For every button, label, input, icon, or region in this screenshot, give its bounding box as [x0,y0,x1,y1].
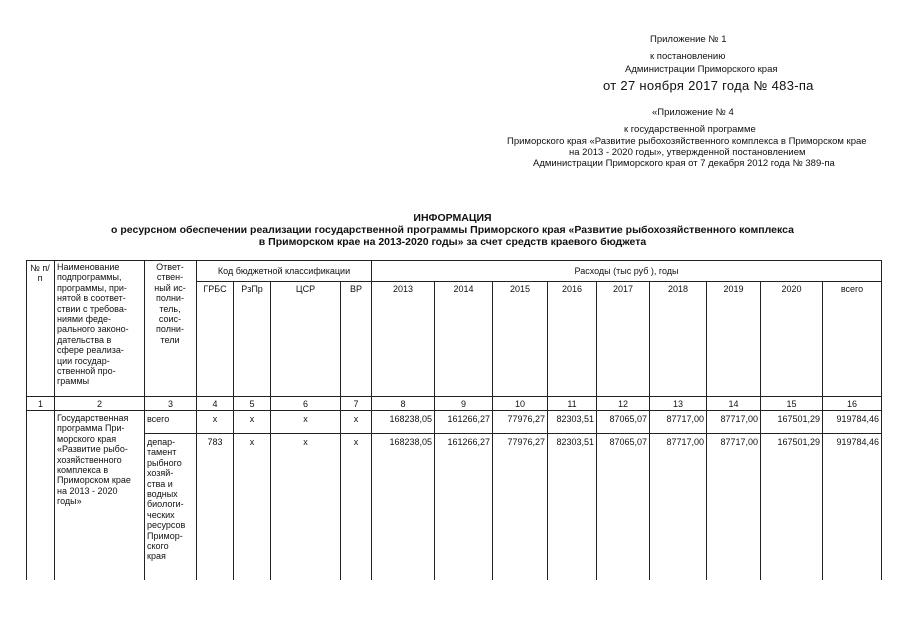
row-rzpr: x [249,414,255,424]
program-name-line: комплекса в [57,465,109,476]
row-value: 87065,07 [609,414,647,424]
header-resp-line: полни- [156,324,184,335]
header-year: 2013 [392,284,414,294]
row-value: 167501,29 [777,414,820,424]
row-resp-line: ресурсов [147,520,186,531]
col-divider-15 [822,281,823,580]
col-number: 2 [96,399,102,409]
header-name-line: ции государ- [57,355,110,366]
col-divider-10 [547,281,548,580]
row-resp-line: ского [147,541,169,552]
col-divider-1 [54,260,55,580]
col-divider-5 [270,281,271,580]
col-number: 5 [249,399,255,409]
header-name-line: подпрограммы, [57,272,122,283]
row-resp-line: рыбного [147,457,182,468]
program-line-1: Приморского края «Развитие рыбохозяйственного комплекса в Приморском крае [507,136,867,147]
row-resp-line: водных [147,489,178,500]
header-resp-line: ный ис- [154,282,186,293]
header-name-line: граммы [57,376,90,387]
header-resp-line: ствен- [156,272,184,283]
header-vr: ВР [349,284,362,294]
header-responsible [146,262,194,345]
header-name-line: программы, при- [57,282,127,293]
header-year: 2015 [509,284,531,294]
program-line-3: Администрации Приморского края от 7 декабря 2012 года № 389-па [533,158,835,169]
col-number: 7 [353,399,359,409]
col-number: 11 [567,399,577,409]
header-name-line: нятой в соответ- [57,293,126,304]
header-resp-line: Ответ- [156,262,184,272]
col-number: 6 [302,399,308,409]
program-name-line: «Развитие рыбо- [57,444,128,455]
col-divider-11 [596,281,597,580]
row-rzpr: x [249,437,255,447]
row-value: 167501,29 [777,437,820,447]
header-name-line: ниями феде- [57,314,112,325]
resolution-date-line: от 27 ноября 2017 года № 483-па [603,78,814,93]
col-number: 13 [672,399,683,409]
row-responsible [147,437,195,562]
row-resp-line: депар- [147,437,176,447]
appendix-4-label: «Приложение № 4 [652,107,734,118]
row-resp-line: ческих [147,509,175,520]
table-border-top [26,260,882,261]
col-number: 12 [617,399,628,409]
header-name-line: ственной про- [57,366,116,377]
header-resp-line: тель, [159,303,181,314]
col-number: 10 [514,399,525,409]
program-name-line: годы» [57,496,82,507]
table-line-subheader [196,281,882,282]
header-resp-line: полни- [156,293,184,304]
col-number: 9 [460,399,466,409]
program-name-line: морского края [57,433,117,444]
row-grbs: 783 [207,437,223,447]
header-resp-line: тели [160,334,180,345]
program-name-line: на 2013 - 2020 [57,485,118,496]
row-value: 168238,05 [389,437,432,447]
row-csr: x [303,414,308,424]
program-name-line: программа При- [57,423,125,434]
header-program-name [57,262,143,387]
row-total: 919784,46 [836,414,879,424]
header-budget-code: Код бюджетной классификации [217,266,351,276]
table-line-row1-bottom [144,433,882,434]
row-total: 919784,46 [836,437,879,447]
row-value: 77976,27 [507,437,545,447]
document-subtitle-line-1: о ресурсном обеспечении реализации государственной программы Приморского края «Развитие рыбохозяйственного комплекса [111,224,794,236]
row-resp-line: тамент [147,447,177,458]
header-name-line: рального законо- [57,324,129,335]
program-line-2: на 2013 - 2020 годы», утвержденной постановлением [569,147,806,158]
header-grbs: ГРБС [203,284,227,294]
col-number: 4 [212,399,218,409]
header-rzpr: РзПр [241,284,263,294]
to-resolution-label: к постановлению [650,51,726,62]
header-number: № п/п [30,263,50,284]
row-vr: x [353,414,359,424]
header-expenses: Расходы (тыс руб ), годы [574,266,679,276]
row-value: 82303,51 [556,414,594,424]
header-year: 2019 [723,284,744,294]
header-year: 2014 [453,284,474,294]
row-value: 161266,27 [447,437,490,447]
table-border-left [26,260,27,580]
administration-label: Администрации Приморского края [625,64,778,75]
header-name-line: дательства в [57,334,112,345]
row-grbs: x [212,414,218,424]
row-value: 87717,00 [720,437,758,447]
row-responsible: всего [147,414,170,424]
program-name [57,413,144,507]
program-name-line: хозяйственного [57,454,122,465]
row-value: 161266,27 [447,414,490,424]
row-resp-line: биологи- [147,499,184,510]
col-number: 14 [728,399,739,409]
header-name-line: сфере реализа- [57,345,124,356]
col-divider-12 [649,281,650,580]
col-number: 8 [400,399,406,409]
header-year: 2016 [561,284,583,294]
row-value: 87065,07 [609,437,647,447]
col-number: 1 [37,399,43,409]
col-divider-13 [706,281,707,580]
header-csr: ЦСР [295,284,316,294]
header-year: 2017 [612,284,634,294]
header-year: 2018 [667,284,689,294]
to-program-label: к государственной программе [624,124,756,135]
header-name-line: ствии с требова- [57,303,127,314]
col-divider-6 [340,281,341,580]
row-value: 77976,27 [507,414,545,424]
col-number: 16 [846,399,857,409]
col-number: 15 [786,399,797,409]
table-line-header-bottom [26,396,882,397]
program-name-line: Приморском крае [57,475,131,486]
header-resp-line: соис- [158,314,182,325]
col-divider-9 [492,281,493,580]
row-resp-line: края [147,551,166,562]
row-resp-line: хозяй- [147,468,174,479]
header-name-line: Наименование [57,262,120,272]
col-divider-4 [233,281,234,580]
col-divider-14 [760,281,761,580]
row-value: 87717,00 [666,437,704,447]
table-border-right [881,260,882,580]
header-year: 2020 [781,284,802,294]
appendix-1-label: Приложение № 1 [650,34,727,45]
row-resp-line: Примор- [147,530,183,541]
table-line-colnums-bottom [26,410,882,411]
document-subtitle-line-2: в Приморском крае на 2013-2020 годы» за счет средств краевого бюджета [258,236,647,248]
row-value: 82303,51 [556,437,594,447]
row-value: 168238,05 [389,414,432,424]
col-divider-2 [144,260,145,580]
row-value: 87717,00 [720,414,758,424]
row-csr: x [303,437,308,447]
row-vr: x [353,437,359,447]
col-number: 3 [167,399,173,409]
row-value: 87717,00 [666,414,704,424]
col-divider-8 [434,281,435,580]
document-title: ИНФОРМАЦИЯ [413,212,492,224]
row-resp-line: ства и [147,478,173,489]
header-total: всего [840,284,864,294]
program-name-line: Государственная [57,413,129,423]
